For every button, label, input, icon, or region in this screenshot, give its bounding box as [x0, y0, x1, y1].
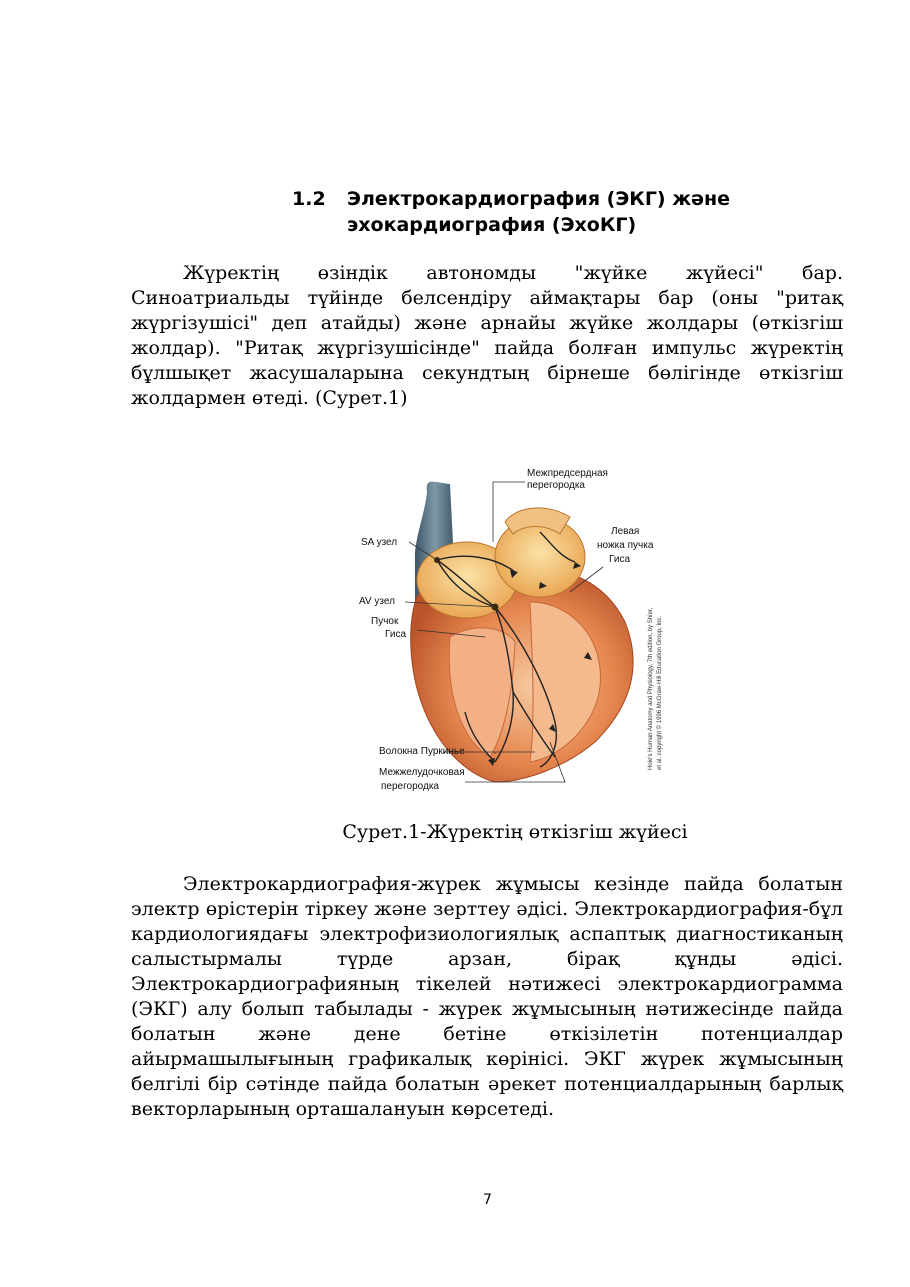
heart-illustration — [355, 462, 675, 798]
credit-line-2: et al. copyright © 1996 McGraw-Hill Education Group, Inc. — [657, 615, 663, 770]
label-left-bundle-1: Левая — [611, 526, 640, 537]
credit-line-1: Hole's Human Anatomy and Physiology, 7th edition, by Shier, — [648, 607, 654, 770]
paragraph-conduction-system: Жүректің өзіндік автономды "жүйке жүйесі" бар. Синоатриальды түйінде белсендіру аймақтары бар (оны "ритақ жүргізушісі" деп атайды) және арнайы жүйке жолдары (өткізгіш жолдар). "Ритақ жүргізушісінде" пайда болған импульс жүректің бұлшықет жасушаларына секундтың бірнеше бөлігінде өткізгіш жолдармен өтеді. (Сурет.1) — [131, 262, 843, 409]
heart-conduction-figure — [355, 462, 675, 798]
label-bundle-2: Гиса — [385, 629, 407, 640]
page-number: 7 — [483, 1192, 492, 1208]
section-number: 1.2 — [292, 188, 326, 210]
label-interventricular-1: Межжелудочковая — [379, 767, 465, 778]
figure-caption: Сурет.1-Жүректің өткізгіш жүйесі — [342, 821, 688, 843]
section-title: Электрокардиография (ЭКГ) және эхокардиография (ЭхоКГ) — [347, 188, 731, 236]
label-left-bundle-2: ножка пучка — [597, 540, 654, 551]
label-left-bundle-3: Гиса — [609, 554, 631, 565]
label-interatrial-2: перегородка — [527, 480, 585, 491]
label-interventricular-2: перегородка — [381, 781, 439, 792]
label-bundle-1: Пучок — [371, 616, 399, 627]
label-av-node: AV узел — [359, 596, 395, 607]
label-interatrial-1: Межпредсердная — [527, 468, 608, 479]
label-purkinje: Волокна Пуркинье — [379, 746, 465, 757]
paragraph-electrocardiography: Электрокардиография-жүрек жұмысы кезінде пайда болатын электр өрістерін тіркеу және зерттеу әдісі. Электрокардиография-бұл кардиологиядағы электрофизиологиялық аспаптық диагностиканың салыстырмалы түрде арзан, бірақ құнды әдісі. Электрокардиографияның тікелей нәтижесі электрокардиограмма (ЭКГ) алу болып табылады - жүрек жұмысының нәтижесінде пайда болатын және дене бетіне өткізілетін потенциалдар айырмашылығының графикалық көрінісі. ЭКГ жүрек жұмысының белгілі бір сәтінде пайда болатын әрекет потенциалдарының барлық векторларының орташалануын көрсетеді. — [131, 873, 843, 1120]
label-sa-node: SA узел — [361, 537, 398, 548]
